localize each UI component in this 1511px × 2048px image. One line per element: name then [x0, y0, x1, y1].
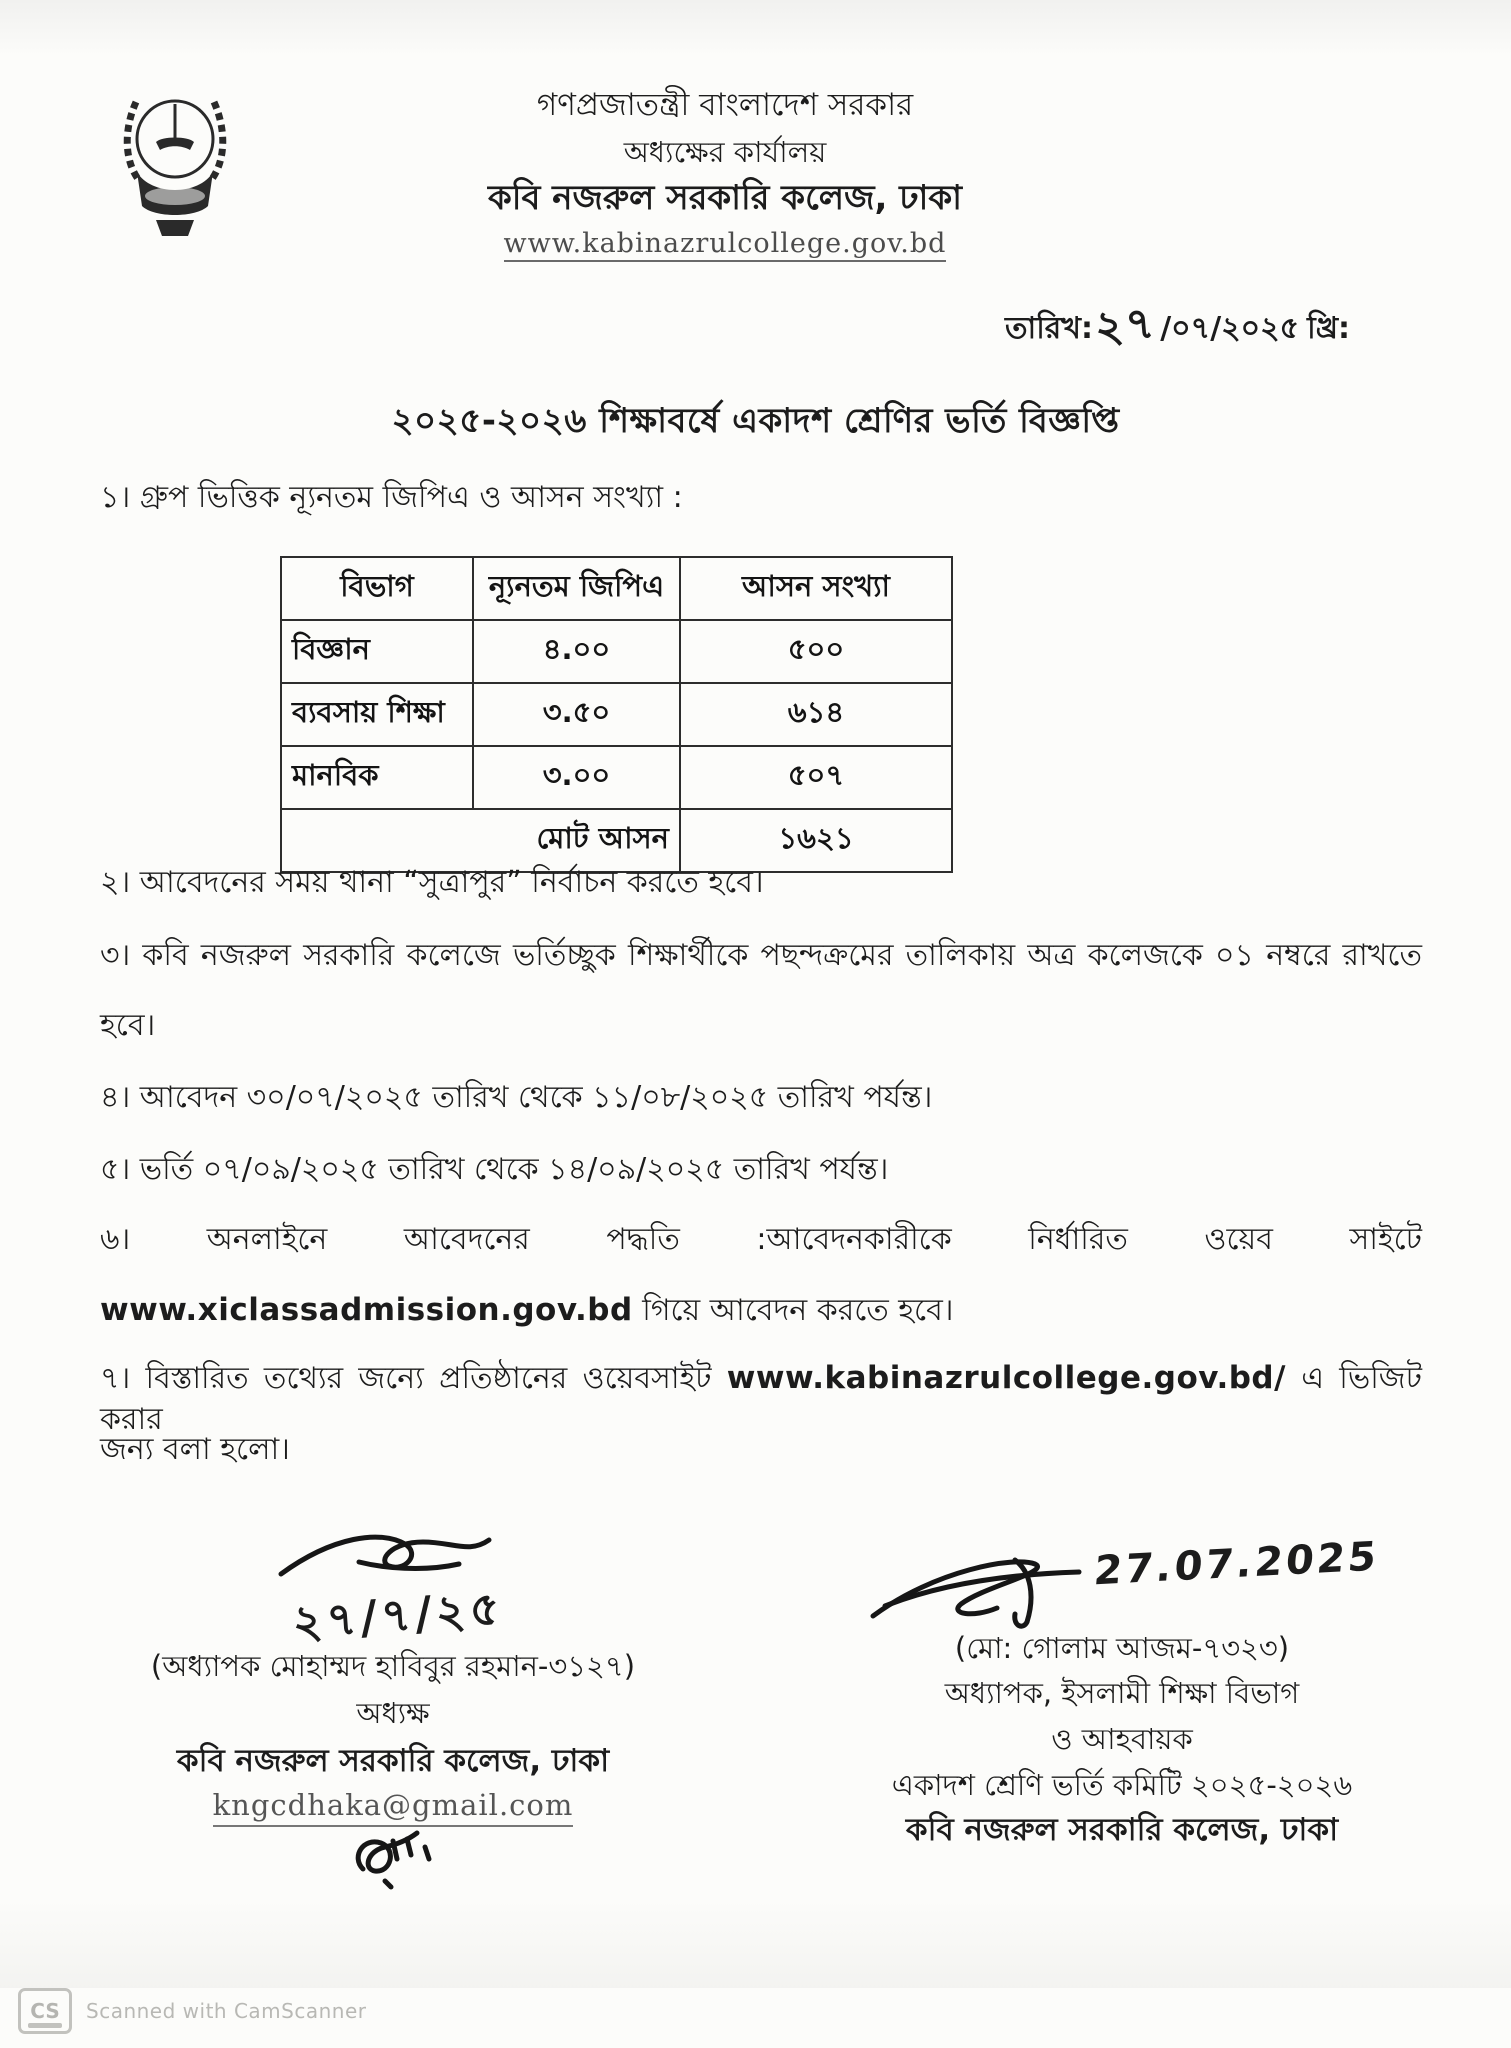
item-6-online-method-line2	[100, 1290, 954, 1332]
college-logo	[116, 84, 234, 239]
table-row-humanities	[281, 746, 952, 809]
item-3-choice-order-line2: হবে।	[100, 1008, 156, 1043]
seat-count: ৬১৪	[680, 683, 952, 746]
college-website-inline-url: www.kabinazrulcollege.gov.bd/	[726, 1360, 1286, 1396]
principal-org: কবি নজরুল সরকারি কলেজ, ঢাকা	[176, 1743, 610, 1780]
office-name: অধ্যক্ষের কার্যালয়	[623, 134, 827, 169]
table-header-row	[281, 557, 952, 620]
notice-title: ২০২৫-২০২৬ শিক্ষাবর্ষে একাদশ শ্রেণির ভর্তি বিজ্ঞপ্তি	[391, 401, 1120, 441]
header-seat-count: আসন সংখ্যা	[680, 557, 952, 620]
date-era: খ্রি:	[1307, 311, 1351, 346]
convener-signature-icon	[865, 1552, 1095, 1630]
principal-handwritten-date: ২৭/৭/২৫	[290, 1580, 506, 1650]
total-seats-label: মোট আসন	[281, 809, 680, 872]
item-7-details-website-line1	[100, 1358, 1422, 1440]
convener-and-convener-label: ও আহবায়ক	[1051, 1721, 1193, 1756]
signature-block-convener	[832, 1533, 1412, 1851]
camscanner-text: Scanned with CamScanner	[86, 1999, 367, 2023]
item-6-online-method-line1: ৬। অনলাইনে আবেদনের পদ্ধতি :আবেদনকারীকে নির্ধারিত ওয়েব সাইটে	[100, 1222, 1422, 1257]
convener-org: কবি নজরুল সরকারি কলেজ, ঢাকা	[905, 1812, 1339, 1849]
date-day-handwritten: ২৭	[1092, 297, 1159, 354]
item-3-choice-order-line1: ৩। কবি নজরুল সরকারি কলেজে ভর্তিচ্ছুক শিক্ষার্থীকে পছন্দক্রমের তালিকায় অত্র কলেজকে ০১ নম্বরে রাখতে	[100, 938, 1422, 973]
date-month-year: /০৭/২০২৫	[1160, 311, 1300, 346]
division-name: বিজ্ঞান	[281, 620, 473, 683]
total-seats-value: ১৬২১	[680, 809, 952, 872]
signature-block-principal	[128, 1528, 658, 1919]
convener-signature-row	[832, 1533, 1412, 1630]
division-name: ব্যবসায় শিক্ষা	[281, 683, 473, 746]
principal-role: অধ্যক্ষ	[356, 1696, 430, 1731]
camscanner-watermark	[18, 1988, 366, 2034]
header-division: বিভাগ	[281, 557, 473, 620]
principal-name: (অধ্যাপক মোহাম্মদ হাবিবুর রহমান-৩১২৭)	[150, 1648, 636, 1683]
principal-initial-scribble-icon	[333, 1829, 453, 1919]
admission-committee-line: একাদশ শ্রেণি ভর্তি কমিটি ২০২৫-২০২৬	[891, 1767, 1353, 1802]
document-header	[365, 88, 1085, 262]
table-row-business	[281, 683, 952, 746]
division-name: মানবিক	[281, 746, 473, 809]
convener-role: অধ্যাপক, ইসলামী শিক্ষা বিভাগ	[944, 1676, 1300, 1711]
item-4-application-dates: ৪। আবেদন ৩০/০৭/২০২৫ তারিখ থেকে ১১/০৮/২০২৫ তারিখ পর্যন্ত।	[100, 1080, 933, 1115]
item-1-gpa-seats: ১। গ্রুপ ভিত্তিক ন্যূনতম জিপিএ ও আসন সংখ্যা :	[100, 480, 683, 515]
seat-count: ৫০০	[680, 620, 952, 683]
date-line	[1005, 290, 1350, 363]
item-5-admission-dates: ৫। ভর্তি ০৭/০৯/২০২৫ তারিখ থেকে ১৪/০৯/২০২৫ তারিখ পর্যন্ত।	[100, 1152, 889, 1187]
min-gpa: ৩.০০	[473, 746, 680, 809]
gpa-seat-table	[280, 556, 953, 873]
table-row-science	[281, 620, 952, 683]
min-gpa: ৩.৫০	[473, 683, 680, 746]
item-6-tail-text: গিয়ে আবেদন করতে হবে।	[642, 1293, 954, 1328]
xiclassadmission-url: www.xiclassadmission.gov.bd	[100, 1292, 633, 1328]
item-7-prefix-text: ৭। বিস্তারিত তথ্যের জন্যে প্রতিষ্ঠানের ওয়েবসাইট	[100, 1361, 712, 1396]
date-label: তারিখ:	[1005, 311, 1093, 346]
government-name: গণপ্রজাতন্ত্রী বাংলাদেশ সরকার	[536, 87, 914, 123]
item-7-details-website-line2: জন্য বলা হলো।	[100, 1432, 290, 1467]
header-min-gpa: ন্যূনতম জিপিএ	[473, 557, 680, 620]
item-7-suffix-text: এ ভিজিট করার	[100, 1361, 1422, 1437]
college-name: কবি নজরুল সরকারি কলেজ, ঢাকা	[487, 177, 962, 218]
camscanner-icon	[18, 1988, 72, 2034]
camscanner-icon-label: CS	[30, 1999, 60, 2023]
convener-name: (মো: গোলাম আজম-৭৩২৩)	[954, 1630, 1290, 1665]
seat-count: ৫০৭	[680, 746, 952, 809]
convener-handwritten-date: 27.07.2025	[1092, 1533, 1382, 1595]
min-gpa: ৪.০০	[473, 620, 680, 683]
college-website-url: www.kabinazrulcollege.gov.bd	[504, 228, 947, 262]
college-email: kngcdhaka@gmail.com	[213, 1787, 574, 1827]
item-2-thana-selection: ২। আবেদনের সময় থানা “সুত্রাপুর” নির্বাচন করতে হবে।	[100, 865, 764, 900]
